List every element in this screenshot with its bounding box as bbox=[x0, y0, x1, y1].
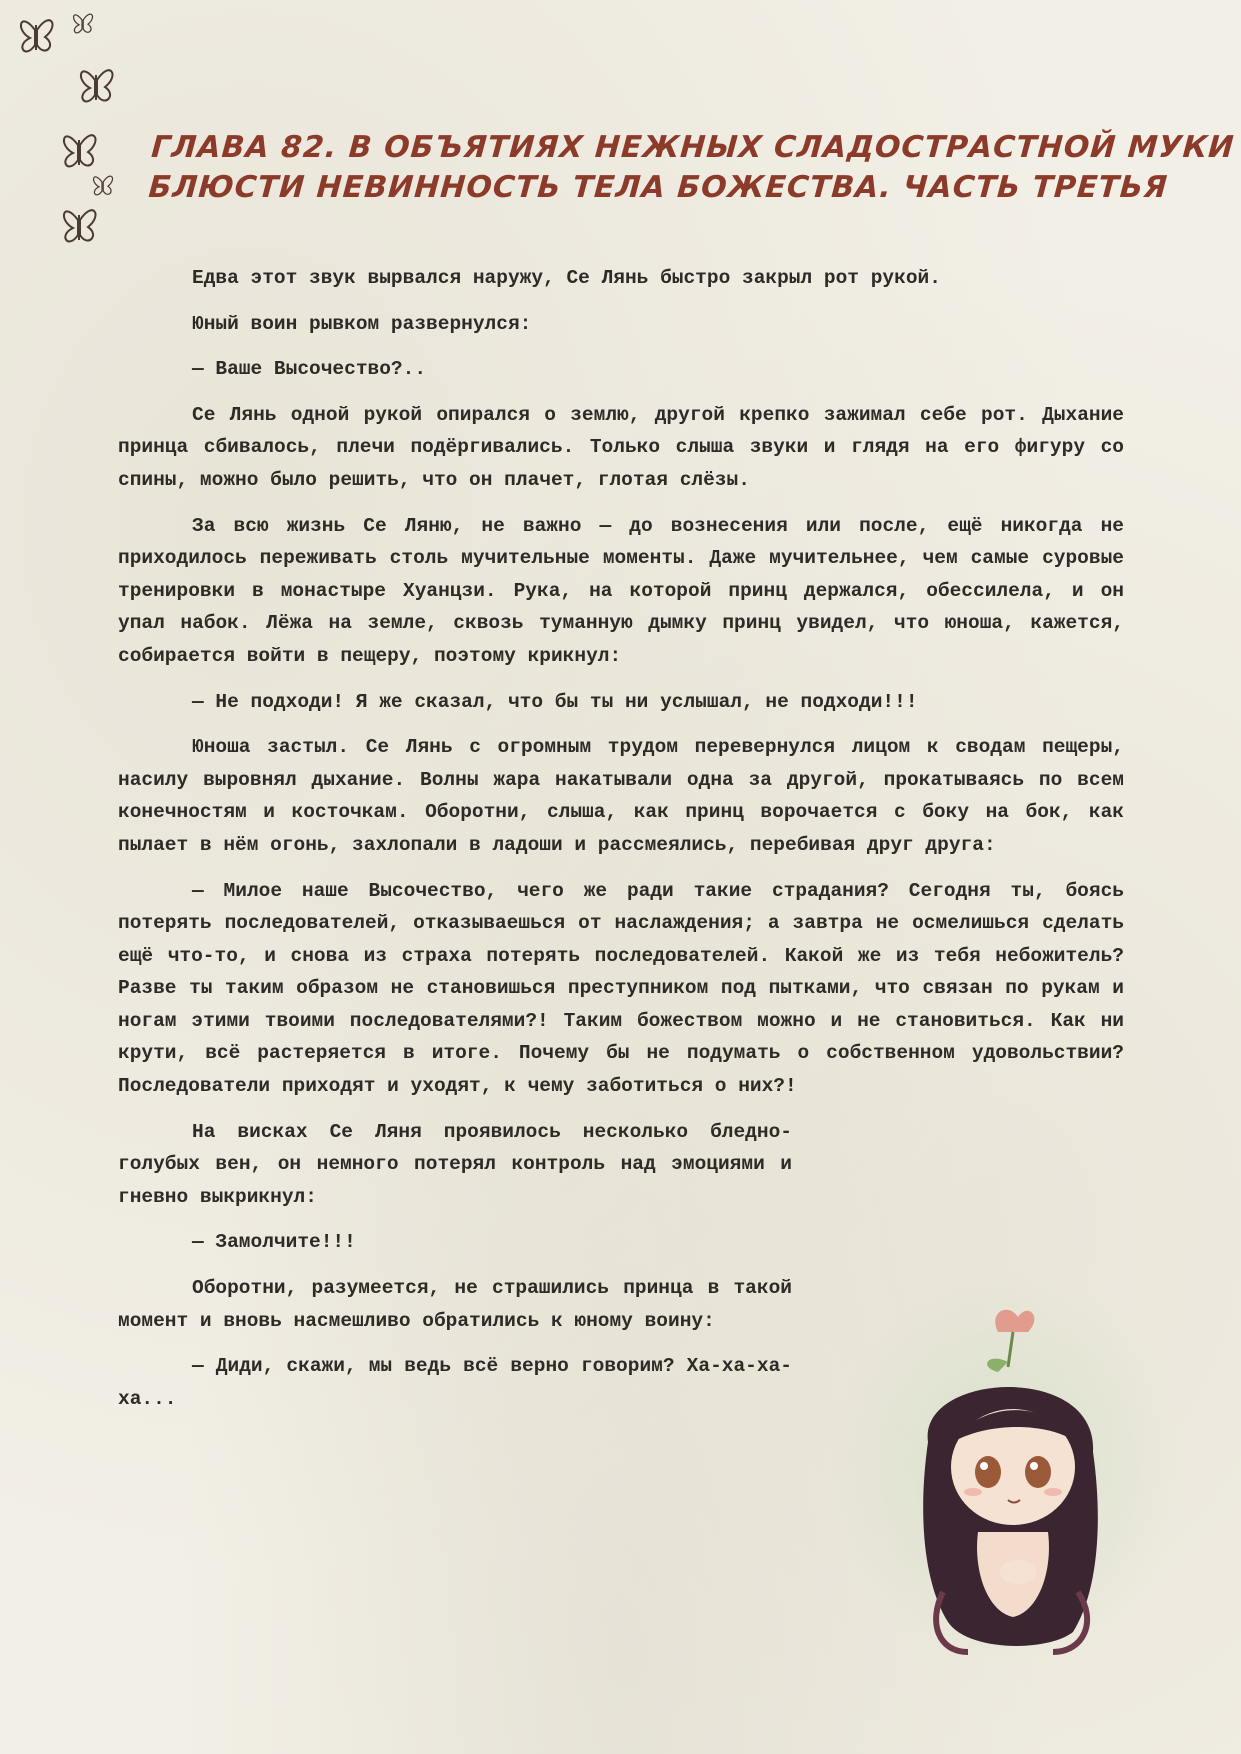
butterfly-icon bbox=[81, 70, 113, 101]
chapter-title-line-1: ГЛАВА 82. В ОБЪЯТИЯХ НЕЖНЫХ СЛАДОСТРАСТНОЙ МУКИ bbox=[150, 130, 1236, 165]
paragraph: — Не подходи! Я же сказал, что бы ты ни услышал, не подходи!!! bbox=[192, 690, 918, 713]
paragraph: — Ваше Высочество?.. bbox=[192, 358, 427, 381]
butterfly-icon bbox=[94, 176, 113, 195]
paragraph: На висках Се Ляня проявилось несколько бледно-голубых вен, он немного потерял контроль над эмоциями и гневно выкрикнул: bbox=[118, 1120, 792, 1208]
butterfly-icon bbox=[21, 20, 53, 51]
butterfly-icon bbox=[64, 135, 96, 166]
paragraph: — Диди, скажи, мы ведь всё верно говорим? Ха-ха-ха-ха... bbox=[118, 1355, 792, 1410]
paragraph: Се Лянь одной рукой опирался о землю, другой крепко зажимал себе рот. Дыхание принца сбивалось, плечи подёргивались. Только слыша звуки и глядя на его фигуру со спины, можно было решить, что он плачет, глотая слёзы. bbox=[118, 403, 1124, 491]
chapter-title-line-2: БЛЮСТИ НЕВИННОСТЬ ТЕЛА БОЖЕСТВА. ЧАСТЬ ТРЕТЬЯ bbox=[147, 170, 1170, 205]
chibi-illustration bbox=[848, 1292, 1168, 1662]
paragraph: Юный воин рывком развернулся: bbox=[192, 312, 532, 335]
paragraph: — Замолчите!!! bbox=[192, 1231, 356, 1254]
paragraph: Оборотни, разумеется, не страшились принца в такой момент и вновь насмешливо обратились к юному воину: bbox=[118, 1277, 792, 1332]
butterflies-decoration bbox=[0, 0, 160, 260]
paragraph: За всю жизнь Се Ляню, не важно — до вознесения или после, ещё никогда не приходилось переживать столь мучительные моменты. Даже мучительнее, чем самые суровые тренировки в монастыре Хуанцзи. Рука, на которой принц держался, обессилела, и он упал набок. Лёжа на земле, сквозь туманную дымку принц увидел, что юноша, кажется, собирается войти в пещеру, поэтому крикнул: bbox=[118, 514, 1124, 667]
paragraph: Едва этот звук вырвался наружу, Се Лянь быстро закрыл рот рукой. bbox=[192, 267, 941, 289]
butterfly-icon bbox=[64, 210, 96, 241]
paragraph: Юноша застыл. Се Лянь с огромным трудом перевернулся лицом к сводам пещеры, насилу выровнял дыхание. Волны жара накатывали одна за другой, прокатываясь по всем конечностям и косточкам. Оборотни, слыша, как принц ворочается с боку на бок, как пылает в нём огонь, захлопали в ладоши и рассмеялись, перебивая друг друга: bbox=[118, 736, 1124, 856]
paragraph: — Милое наше Высочество, чего же ради такие страдания? Сегодня ты, боясь потерять последователей, отказываешься от наслаждения; а завтра не осмелишься сделать ещё что-то, и снова из страха потерять последователей. Какой же из тебя небожитель? Разве ты таким образом не становишься преступником под пытками, что связан по рукам и ногам этими твоими последователями?! Таким божеством можно и не становиться. Как ни крути, всё растеряется в итоге. Почему бы не подумать о собственном удовольствии? Последователи приходят и уходят, к чему заботиться о них?! bbox=[118, 879, 1124, 1098]
chapter-title bbox=[147, 128, 1236, 208]
butterfly-icon bbox=[74, 14, 93, 33]
chapter-text bbox=[118, 262, 1124, 1428]
